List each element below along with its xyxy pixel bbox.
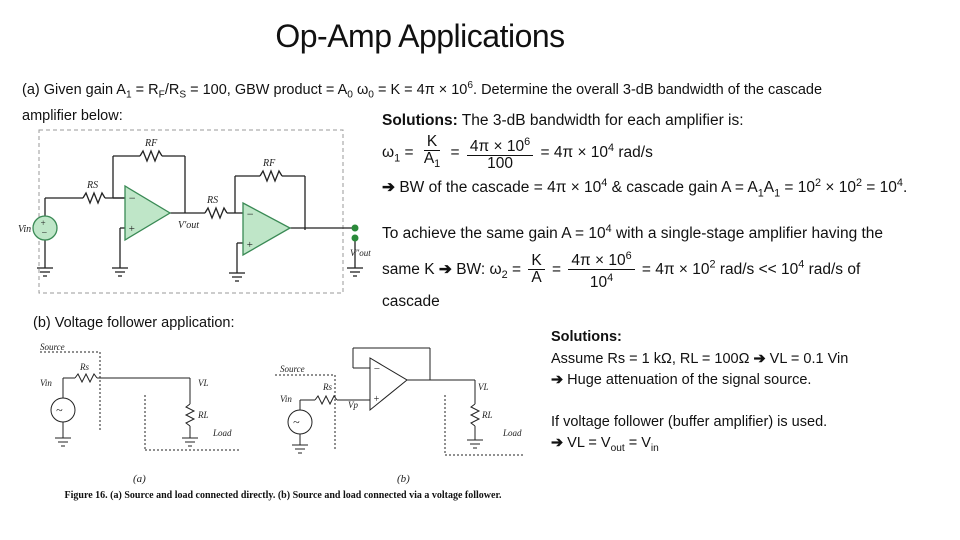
problem-a-text: (a) Given gain $A_1 = R_F/R_S = 100$, GBW product = $A_0$ $\omega_0 = K = 4\pi \times 10^6$. Determine the overall 3-dB bandwidth of the cascade amplifier below: bbox=[22, 80, 823, 124]
source-a-icon bbox=[51, 398, 75, 422]
vp-b-label: Vp bbox=[348, 400, 358, 410]
problem-b-label: (b) Voltage follower application: bbox=[33, 315, 235, 331]
vout2-label: V″out bbox=[350, 248, 371, 258]
vl-a-label: VL bbox=[198, 378, 209, 388]
arrow-right-icon: ➔ bbox=[753, 350, 766, 367]
rf2-label: RF bbox=[263, 158, 276, 169]
arrow-right-icon: ➔ bbox=[382, 179, 395, 197]
vout1-label: V′out bbox=[178, 220, 200, 231]
solution-a: Solutions: The 3-dB bandwidth for each amplifier is: $\omega_1$ = $\frac{K}{A_1}$ = $\frac{4\pi \times 10^6}{100}$ = $4\pi \times 10^4$ rad/s ➔ BW of the cascade = $4\pi \times 10^4$ & cascade gain $A = A_1A_1 = 10^2 \times 10^2 = 10^4$. To achieve the same gain $A = 10^4$ with a single-stage amplifier having the same K ➔ BW: $\omega_2$ = $\frac{K}{A}$ = $\frac{4\pi \times 10^6}{10^4}$ = $4\pi \times 10^2$ $rad/s << 10^4$ rad/s of cascade bbox=[382, 112, 908, 310]
rf1-label: RF bbox=[145, 138, 158, 149]
rl-b-label: RL bbox=[482, 410, 493, 420]
cascade-amplifier-diagram bbox=[15, 128, 380, 298]
vin-b-label: Vin bbox=[280, 394, 292, 404]
subfig-b-label: (b) bbox=[397, 473, 410, 485]
vin-label: Vin bbox=[18, 224, 32, 235]
rl-a-label: RL bbox=[198, 410, 209, 420]
svg-text:~: ~ bbox=[293, 415, 300, 429]
source-b-label: Source bbox=[280, 364, 305, 374]
page-title: Op-Amp Applications bbox=[275, 18, 565, 54]
solution-b: Solutions: Assume Rs = 1 kΩ, RL = 100Ω ➔ VL = 0.1 Vin ➔ Huge attenuation of the signal source. If voltage follower (buffer amplifier) is used. ➔ VL = $V_{out} = V_{in}$ bbox=[551, 329, 849, 454]
svg-text:−: − bbox=[41, 228, 48, 239]
rs-b-label: Rs bbox=[323, 382, 332, 392]
output-node bbox=[352, 225, 358, 231]
load-a-label: Load bbox=[213, 428, 232, 438]
svg-text:+: + bbox=[246, 239, 254, 251]
arrow-right-icon: ➔ bbox=[551, 435, 564, 451]
figure-caption: Figure 16. (a) Source and load connected directly. (b) Source and load connected via a voltage follower. bbox=[64, 490, 502, 501]
svg-text:+: + bbox=[40, 218, 47, 228]
svg-text:~: ~ bbox=[56, 403, 63, 417]
dashed-frame bbox=[39, 130, 343, 293]
svg-text:+: + bbox=[373, 394, 380, 405]
arrow-right-icon: ➔ bbox=[551, 372, 564, 388]
subfig-a-label: (a) bbox=[133, 473, 146, 485]
rs-a-label: Rs bbox=[80, 362, 89, 372]
svg-text:−: − bbox=[373, 363, 381, 375]
rs2-label: RS bbox=[207, 195, 219, 206]
source-b-icon bbox=[288, 410, 312, 434]
svg-text:+: + bbox=[128, 223, 136, 235]
load-b-label: Load bbox=[503, 428, 522, 438]
arrow-right-icon: ➔ bbox=[438, 260, 452, 278]
source-a-label: Source bbox=[40, 342, 65, 352]
vl-b-label: VL bbox=[478, 382, 489, 392]
rs1-label: RS bbox=[87, 180, 99, 191]
vin-a-label: Vin bbox=[40, 378, 52, 388]
svg-text:−: − bbox=[128, 191, 137, 205]
svg-text:−: − bbox=[246, 207, 255, 221]
